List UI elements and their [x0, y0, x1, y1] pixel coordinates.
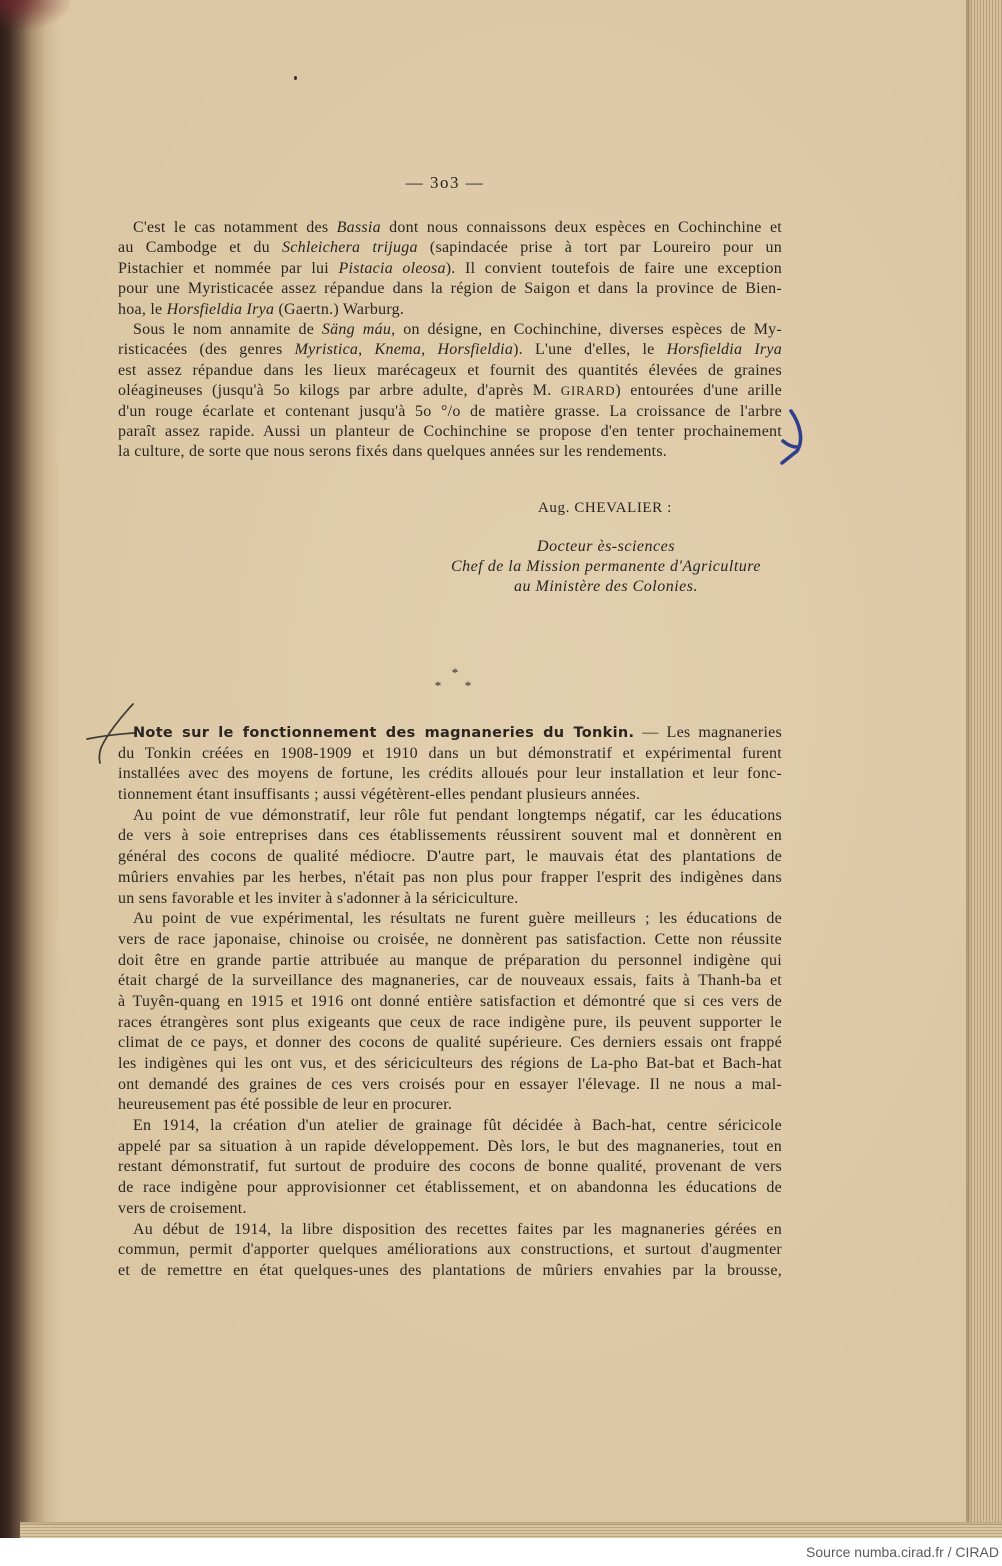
- text-run: ) entourées d'une arille: [615, 382, 783, 400]
- italic-term: Myristica, Knema, Horsfieldia: [294, 341, 514, 359]
- signature-title-line: Chef de la Mission permanente d'Agriculture: [450, 558, 762, 575]
- text-line: [118, 1054, 782, 1075]
- text-line: [118, 744, 782, 765]
- text-line: [118, 1116, 782, 1137]
- italic-term: Horsfieldia Irya: [166, 300, 275, 318]
- text-run: Au point de vue démonstratif, leur rôle fut pendant longtemps négatif, car les éducations: [133, 806, 782, 824]
- text-line: [118, 1199, 782, 1220]
- text-run: Au début de 1914, la libre disposition des recettes faites par les magnaneries gérées en: [133, 1220, 782, 1238]
- text-line: [118, 1013, 782, 1034]
- text-line: [118, 1137, 782, 1158]
- text-run: , on désigne, en Cochinchine, diverses espèces de My-: [391, 320, 782, 338]
- text-run: paraît assez rapide. Aussi un planteur de Cochinchine se propose d'en tenter prochainement: [118, 422, 782, 440]
- text-run: oléagineuses (jusqu'à 5o kilogs par arbre adulte, d'après M.: [118, 382, 561, 400]
- section-magnaneries-body: [118, 723, 782, 1282]
- text-run: tionnement étant insuffisants ; aussi végétèrent-elles pendant plusieurs années.: [118, 786, 641, 804]
- text-run: et de remettre en état quelques-unes des plantations de mûriers envahies par la brousse,: [118, 1261, 782, 1279]
- paragraph: [118, 218, 782, 320]
- text-line: [118, 1033, 782, 1054]
- asterism-star: *: [434, 678, 442, 693]
- italic-term: Schleichera trijuga: [282, 239, 418, 257]
- text-run: installées avec des moyens de fortune, les crédits alloués pour leur installation et leur fonc-: [118, 765, 782, 783]
- paragraph: [118, 723, 782, 806]
- signature-titles: [406, 537, 806, 597]
- text-run: vers de croisement.: [118, 1199, 247, 1217]
- text-line: [118, 300, 782, 320]
- text-run: mûriers envahies par les herbes, n'était pas non plus pour frapper l'esprit des indigènes dans: [118, 868, 782, 886]
- text-run: à Tuyên-quang en 1915 et 1916 ont donné entière satisfaction et démontré que si ces vers de: [118, 992, 782, 1010]
- ink-dot: [294, 76, 297, 80]
- section-myristicaceae-body: [118, 218, 782, 463]
- text-line: [118, 320, 782, 340]
- text-run: les indigènes qui les ont vus, et des sériciculteurs des régions de La-pho Bat-bat et Bach-hat: [118, 1055, 782, 1072]
- text-line: [118, 764, 782, 785]
- stacked-page-edges-bottom: [20, 1522, 1002, 1538]
- paragraph: [118, 909, 782, 1116]
- text-run: au Cambodge et du: [118, 239, 283, 257]
- text-run: dont nous connaissons deux espèces en Cochinchine et: [380, 219, 782, 236]
- text-line: [118, 951, 782, 972]
- asterism-star: *: [464, 678, 472, 693]
- text-line: [118, 930, 782, 951]
- text-line: [118, 1240, 782, 1261]
- italic-term: Säng máu: [321, 320, 392, 338]
- text-run: un sens favorable et les inviter à s'adonner à la sériciculture.: [118, 889, 519, 907]
- text-line: [118, 422, 782, 442]
- text-run: Au point de vue expérimental, les résultats ne furent guère meilleurs ; les éducations de: [133, 910, 782, 928]
- blue-pencil-mark: [782, 411, 801, 463]
- text-run: la culture, de sorte que nous serons fixés dans quelques années sur les rendements.: [118, 443, 668, 461]
- text-run: heureusement pas été possible de leur en procurer.: [118, 1096, 453, 1114]
- text-line: [118, 868, 782, 889]
- text-run: de vers à soie entreprises dans ces établissements réussirent souvent mal et donnèrent en: [118, 827, 782, 845]
- text-run: ). Il convient toutefois de faire une exception: [445, 259, 783, 277]
- text-run: races étrangères sont plus exigeants que ceux de race indigène pure, ils peuvent supporter le: [118, 1013, 782, 1031]
- asterism-star: *: [451, 665, 459, 680]
- text-line: [118, 402, 782, 422]
- text-line: [118, 1178, 782, 1199]
- text-line: [118, 340, 782, 360]
- book-binding-shadow: [0, 0, 60, 1538]
- text-run: hoa, le: [118, 300, 167, 318]
- text-run: En 1914, la création d'un atelier de grainage fût décidée à Bach-hat, centre séricicole: [133, 1117, 782, 1135]
- text-run: (sapindacée prise à tort par Loureiro pour un: [417, 239, 783, 257]
- text-line: [118, 826, 782, 847]
- binding-corner: [0, 0, 70, 30]
- text-run: Pistachier et nommée par lui: [118, 259, 339, 277]
- text-run: Sous le nom annamite de: [133, 320, 322, 338]
- text-line: [118, 442, 782, 462]
- text-run: est assez répandue dans les lieux marécageux et fournit des quantités élevées de graines: [118, 361, 782, 379]
- text-run: du Tonkin créées en 1908-1909 et 1910 dans un but démonstratif et expérimental furent: [118, 744, 782, 762]
- text-run: vers de race japonaise, chinoise ou croisée, ne donnèrent pas satisfaction. Cette non réussite: [118, 930, 782, 948]
- text-line: [118, 1157, 782, 1178]
- footer-source-credit: Source numba.cirad.fr / CIRAD: [806, 1544, 999, 1560]
- text-line: [118, 889, 782, 910]
- text-run: ). L'une d'elles, le: [513, 341, 667, 359]
- text-run: doit être en grande partie attribuée au manque de préparation du personnel indigène qui: [118, 951, 782, 969]
- italic-term: Bassia: [336, 219, 381, 236]
- text-run: de race indigène pour approvisionner cet établissement, et on abandonna les éducations de: [118, 1179, 782, 1197]
- text-line: [118, 1261, 782, 1282]
- text-run: appelé par sa situation à un rapide développement. Dès lors, le but des magnaneries, tout en: [118, 1137, 782, 1155]
- stacked-page-edges-right: [966, 0, 1002, 1538]
- author-name: GIRARD: [560, 383, 616, 399]
- text-run: ont demandé des graines de ces vers croisés pour en essayer l'élevage. Il ne nous a mal-: [118, 1075, 782, 1093]
- text-line: [118, 381, 782, 401]
- text-line: [118, 971, 782, 992]
- italic-term: Pistacia oleosa: [338, 259, 446, 277]
- signature-title-line: au Ministère des Colonies.: [514, 578, 698, 595]
- text-run: pour une Myristicacée assez répandue dans la région de Saigon et dans la province de Bien-: [118, 280, 782, 298]
- text-run: C'est le cas notamment des: [133, 219, 337, 236]
- signature-author: Aug. CHEVALIER :: [538, 500, 672, 516]
- text-run: était chargé de la surveillance des magnaneries, car de nouveaux essais, faits à Thanh-ba et: [118, 972, 782, 990]
- page-number: — 3o3 —: [405, 173, 485, 192]
- text-line: [118, 361, 782, 381]
- paragraph: [118, 320, 782, 463]
- signature-title-line: Docteur ès-sciences: [537, 538, 675, 555]
- text-line: [118, 723, 782, 744]
- paragraph: [118, 806, 782, 909]
- text-run: restant démonstratif, fut surtout de produire des cocons de bonne qualité, provenant de vers: [118, 1158, 782, 1176]
- text-run: général des cocons de qualité médiocre. D'autre part, le mauvais état des plantations de: [118, 848, 782, 866]
- italic-term: Horsfieldia Irya: [666, 341, 782, 359]
- paragraph: [118, 1116, 782, 1219]
- paragraph: [118, 1220, 782, 1282]
- text-run: (Gaertn.) Warburg.: [274, 300, 405, 318]
- text-line: [118, 847, 782, 868]
- text-run: d'un rouge écarlate et contenant jusqu'à 5o °/o de matière grasse. La croissance de l'arbre: [118, 402, 782, 420]
- text-line: [118, 785, 782, 806]
- text-run: risticacées (des genres: [118, 341, 295, 359]
- text-line: [118, 259, 782, 279]
- text-line: [118, 806, 782, 827]
- text-line: [118, 238, 782, 258]
- text-run: commun, permit d'apporter quelques améliorations aux constructions, et surtout d'augmenter: [118, 1241, 782, 1259]
- text-line: [118, 909, 782, 930]
- section-heading: Note sur le fonctionnement des magnaneries du Tonkin.: [133, 725, 635, 741]
- text-line: [118, 1095, 782, 1116]
- text-line: [118, 279, 782, 299]
- text-line: [118, 992, 782, 1013]
- text-line: [118, 1220, 782, 1241]
- text-run: climat de ce pays, et donner des cocons de qualité supérieure. Ces derniers essais ont frappé: [118, 1034, 782, 1052]
- text-line: [118, 218, 782, 238]
- text-run: — Les magnaneries: [634, 724, 782, 741]
- text-line: [118, 1075, 782, 1096]
